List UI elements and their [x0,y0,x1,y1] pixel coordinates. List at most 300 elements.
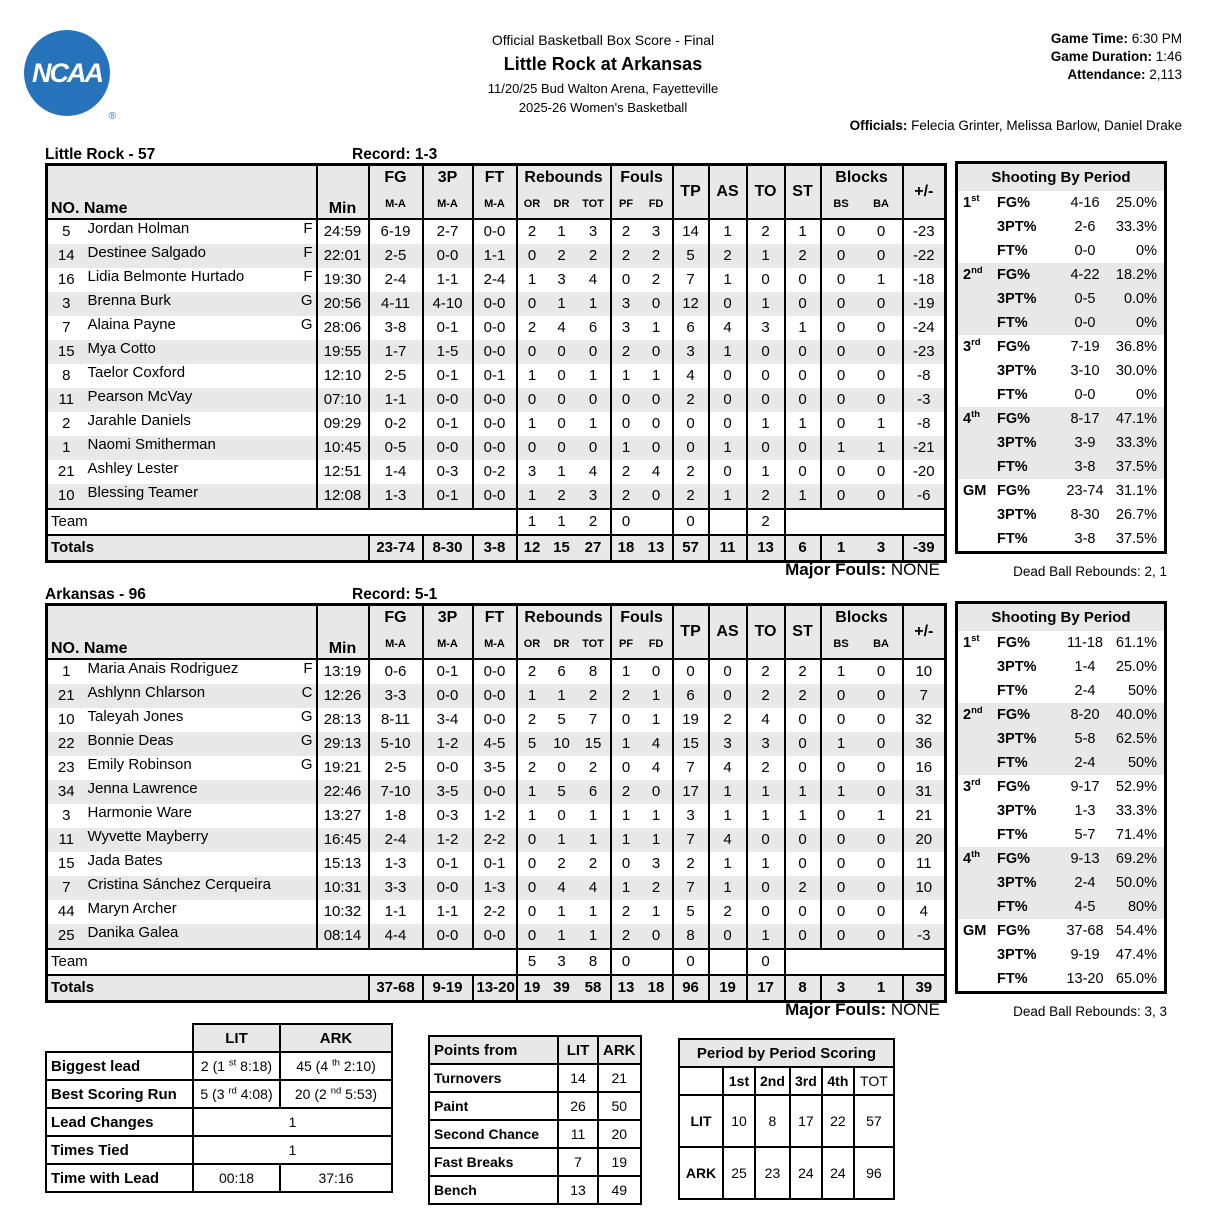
period-suffix: nd [971,265,983,277]
leads-row [46,1136,392,1164]
stat-tot: 1 [588,295,598,312]
stat-tp: 0 [673,659,709,684]
player-number: 25 [57,927,75,944]
col-ba: BA [861,631,903,659]
player-row [47,484,946,509]
totals-label: Totals [47,535,369,562]
totals-dr: 39 [547,975,577,1002]
stat-ft: 4-5 [473,732,517,756]
player-name-text: Blessing Teamer [87,483,199,501]
shooting-row [958,407,1164,431]
period-scoring-title: Period by Period Scoring [679,1039,894,1067]
stat-fd: 0 [651,343,661,360]
stat-dr: 0 [557,415,566,432]
stat-min: 12:10 [317,364,369,388]
shooting-period-group [958,847,1164,919]
stat-tot: 1 [588,903,598,920]
col-dr: DR [547,631,577,659]
stat-as: 1 [709,484,747,509]
stat-st: 1 [785,804,821,828]
stat-p3: 0-0 [423,876,473,900]
stat-bs: 0 [821,900,861,924]
stat-dr: 5 [557,711,566,728]
team-record: Record: 1-3 [352,146,438,163]
player-name-text: Harmonie Ware [87,803,192,821]
stat-ba: 0 [876,903,886,920]
col-3p: 3P [423,165,473,191]
stat-pm: 10 [903,876,946,900]
stat-ba: 0 [876,463,886,480]
shooting-percentage: 37.5% [1115,459,1157,475]
shooting-period-label: 1st [963,193,980,211]
stat-or: 1 [517,364,547,388]
shooting-row [958,239,1164,263]
player-name-text: Jenna Lawrence [87,779,198,797]
stat-ba: 0 [876,855,886,872]
stat-dr: 0 [557,439,566,456]
col-fg: FG [369,165,423,191]
shooting-period-label [963,679,997,703]
shooting-made-att: 9-17 [1070,779,1100,795]
stat-min: 09:29 [317,412,369,436]
stat-tot: 7 [588,711,598,728]
stat-fg: 1-8 [369,804,423,828]
stat-pm: 10 [903,659,946,684]
totals-ft: 3-8 [473,535,517,562]
shooting-period-label [963,895,997,919]
totals-dr: 15 [547,535,577,562]
stat-pf: 1 [611,436,641,460]
player-number: 11 [58,391,75,408]
stat-p3: 1-1 [423,268,473,292]
leads-row [46,1052,392,1080]
leads-row-label: Time with Lead [46,1164,193,1192]
stat-or: 1 [517,484,547,509]
player-number: 7 [62,319,71,336]
dead-ball-rebounds-line: Dead Ball Rebounds: 3, 3 [1013,1004,1167,1019]
stat-to: 0 [747,268,785,292]
stat-fg: 5-10 [369,732,423,756]
stat-as: 1 [709,219,747,244]
stat-st: 0 [785,292,821,316]
stat-or: 0 [517,292,547,316]
period-score: 17 [790,1095,822,1147]
stat-dr: 5 [557,783,566,800]
leads-lit-value: 2 (1 $^{st}$ 8:18) [193,1052,280,1080]
leads-row-label: Times Tied [46,1136,193,1164]
col-ft: FT [473,605,517,631]
shooting-period-label [963,823,997,847]
stat-p3: 1-2 [423,732,473,756]
player-number: 2 [62,415,71,432]
shooting-period-label [963,383,997,407]
stat-ba: 1 [876,271,886,288]
stat-tot: 4 [588,879,598,896]
team-stat-fd [641,509,673,535]
stat-pf: 1 [611,828,641,852]
shooting-row [958,943,1164,967]
stat-pf: 2 [611,460,641,484]
shooting-made-att: 11-18 [1066,635,1103,651]
team-stat-pf: 0 [611,949,641,975]
report-title: Official Basketball Box Score - Final [491,32,715,48]
player-position: C [301,683,313,701]
stat-p3: 3-5 [423,780,473,804]
col-bs: BS [821,191,861,219]
shooting-period-group [958,703,1164,775]
stat-pm: 16 [903,756,946,780]
stat-fg: 2-4 [369,268,423,292]
stat-tp: 6 [673,316,709,340]
period-suffix: th [971,849,981,861]
col-fg-ma: M-A [369,631,423,659]
shooting-made-att: 8-17 [1070,411,1100,427]
shooting-percentage: 69.2% [1115,851,1157,867]
points-from-table [428,1035,642,1205]
col-st: ST [785,605,821,659]
shooting-period-label [963,359,997,383]
stat-ba: 0 [876,391,886,408]
leads-row [46,1080,392,1108]
totals-st: 6 [785,535,821,562]
player-name-text: Jordan Holman [87,219,190,237]
stat-p3: 0-1 [423,316,473,340]
shooting-row [958,503,1164,527]
stat-ba: 0 [876,487,886,504]
col-as: AS [709,165,747,219]
stat-tp: 5 [673,244,709,268]
shooting-period-label: 4th [963,849,981,867]
player-name [85,780,316,804]
col-blocks: Blocks [821,165,903,191]
period-col-1st: 1st [723,1067,755,1095]
shooting-made-att: 3-9 [1074,435,1096,451]
stat-ft: 0-0 [473,436,517,460]
stat-bs: 0 [821,388,861,412]
stat-p3: 0-1 [423,659,473,684]
shooting-stat-label: FT% [997,387,1028,403]
stat-tot: 0 [588,439,598,456]
shooting-panel-title: Shooting By Period [958,164,1164,191]
stat-ba: 0 [876,927,886,944]
stat-to: 1 [747,412,785,436]
col-ba: BA [861,191,903,219]
stat-bs: 0 [821,244,861,268]
stat-min: 13:19 [317,659,369,684]
stat-pm: -8 [903,412,946,436]
totals-as: 19 [709,975,747,1002]
team-row-empty [785,949,946,975]
shooting-made-att: 8-30 [1070,507,1100,523]
leads-lit-value: 00:18 [193,1164,280,1192]
col-tot: TOT [577,191,611,219]
shooting-period-label: 4th [963,409,981,427]
shooting-row [958,919,1164,943]
stat-p3: 1-2 [423,828,473,852]
totals-fd: 18 [641,975,673,1002]
player-name-text: Bonnie Deas [87,731,174,749]
team-row-empty [785,509,946,535]
stat-pm: 20 [903,828,946,852]
stat-ft: 0-1 [473,852,517,876]
shooting-stat-label: FG% [997,851,1031,867]
points-from-ark: 21 [598,1064,641,1092]
stat-bs: 0 [821,484,861,509]
shooting-made-att: 9-13 [1070,851,1100,867]
stat-ba: 0 [876,319,886,336]
leads-ark-value: 20 (2 $^{nd}$ 5:53) [280,1080,392,1108]
totals-tp: 96 [673,975,709,1002]
stat-tot: 4 [588,463,598,480]
stat-to: 1 [747,292,785,316]
stat-as: 0 [709,364,747,388]
shooting-stat-label: FG% [997,707,1031,723]
stat-fg: 1-4 [369,460,423,484]
stat-pf: 1 [611,804,641,828]
player-name [85,340,316,364]
leads-col-ark: ARK [280,1024,392,1052]
stat-ft: 1-1 [473,244,517,268]
col-3p-ma: M-A [423,191,473,219]
stat-st: 0 [785,732,821,756]
shooting-percentage: 0% [1136,315,1157,331]
leads-table [45,1023,393,1193]
stat-pf: 1 [611,876,641,900]
stat-pf: 2 [611,340,641,364]
stat-or: 2 [517,316,547,340]
player-number: 7 [62,879,71,896]
shooting-period-label [963,311,997,335]
shooting-made-att: 9-19 [1070,947,1100,963]
team-record: Record: 5-1 [352,586,438,603]
shooting-stat-label: FT% [997,683,1028,699]
period-col-3rd: 3rd [790,1067,822,1095]
player-number: 15 [57,855,75,872]
stat-tp: 2 [673,460,709,484]
totals-pm: 39 [903,975,946,1002]
stat-min: 20:56 [317,292,369,316]
player-row [47,732,946,756]
shooting-stat-label: FG% [997,411,1031,427]
stat-pf: 2 [611,780,641,804]
shooting-period-group [958,407,1164,479]
col-to: TO [747,165,785,219]
col-fg: FG [369,605,423,631]
stat-bs: 0 [821,924,861,949]
stat-tp: 17 [673,780,709,804]
stat-min: 13:27 [317,804,369,828]
stat-fd: 0 [651,415,661,432]
shooting-stat-label: 3PT% [997,435,1037,451]
stat-fd: 1 [651,367,661,384]
col-tot: TOT [577,631,611,659]
shooting-percentage: 0% [1136,387,1157,403]
player-number: 3 [62,807,71,824]
stat-pm: 11 [903,852,946,876]
totals-or: 12 [517,535,547,562]
col-fg-ma: M-A [369,191,423,219]
stat-as: 1 [709,876,747,900]
period-suffix: st [971,633,980,645]
points-from-col-ark: ARK [598,1036,641,1064]
stat-p3: 0-0 [423,388,473,412]
points-from-ark: 20 [598,1120,641,1148]
stat-fg: 6-19 [369,219,423,244]
player-name-text: Emily Robinson [87,755,192,773]
shooting-stat-label: 3PT% [997,363,1037,379]
shooting-percentage: 47.4% [1115,947,1157,963]
shooting-period-group [958,191,1164,263]
stat-tot: 1 [588,927,598,944]
stat-p3: 0-3 [423,804,473,828]
stat-or: 2 [517,659,547,684]
stat-min: 10:45 [317,436,369,460]
player-name-text: Ashley Lester [87,459,179,477]
shooting-row [958,287,1164,311]
player-name [85,804,316,828]
stat-fg: 0-2 [369,412,423,436]
shooting-made-att: 2-4 [1074,683,1096,699]
stat-pm: -24 [903,316,946,340]
shooting-percentage: 62.5% [1115,731,1157,747]
stat-fg: 0-6 [369,659,423,684]
shooting-stat-label: FG% [997,339,1031,355]
team-stat-tp: 0 [673,509,709,535]
col-to: TO [747,605,785,659]
stat-tot: 1 [588,807,598,824]
col-pf: PF [611,631,641,659]
stat-st: 0 [785,340,821,364]
shooting-row [958,703,1164,727]
team-row-label: Team [47,949,517,975]
points-from-lit: 13 [558,1176,598,1204]
stat-bs: 0 [821,828,861,852]
col-fd: FD [641,191,673,219]
totals-bs: 3 [821,975,861,1002]
player-name-text: Brenna Burk [87,291,171,309]
totals-ba: 3 [861,535,903,562]
stat-fg: 4-11 [369,292,423,316]
shooting-made-att: 4-5 [1074,899,1096,915]
shooting-made-att: 3-10 [1070,363,1100,379]
col-no-name: NO. Name [47,605,317,659]
leads-merged-value: 1 [193,1136,392,1164]
team-total-row [47,949,946,975]
box-score-table [45,163,947,563]
stat-fg: 2-5 [369,756,423,780]
player-position: G [300,315,313,333]
major-fouls-line: Major Fouls: NONE [785,1000,940,1019]
stat-bs: 0 [821,460,861,484]
stat-p3: 1-1 [423,900,473,924]
shooting-stat-label: FG% [997,635,1031,651]
stat-pf: 0 [611,708,641,732]
leads-ark-value: 45 (4 $^{th}$ 2:10) [280,1052,392,1080]
little-rock-section [45,146,1170,586]
stat-dr: 6 [557,663,566,680]
team-total-row [47,509,946,535]
stat-fg: 4-4 [369,924,423,949]
stat-st: 1 [785,412,821,436]
stat-ba: 0 [876,223,886,240]
shooting-stat-label: 3PT% [997,507,1037,523]
stat-ft: 0-0 [473,219,517,244]
stat-st: 1 [785,219,821,244]
stat-pm: -6 [903,484,946,509]
points-from-label: Second Chance [429,1120,558,1148]
totals-tp: 57 [673,535,709,562]
stat-min: 22:01 [317,244,369,268]
col-or: OR [517,631,547,659]
player-row [47,388,946,412]
stat-ba: 1 [876,807,886,824]
player-name [85,732,316,756]
points-from-lit: 11 [558,1120,598,1148]
points-from-row [429,1176,641,1204]
stat-pf: 1 [611,732,641,756]
player-number: 21 [57,687,75,704]
points-from-label: Paint [429,1092,558,1120]
stat-as: 2 [709,244,747,268]
stat-pm: 4 [903,900,946,924]
shooting-percentage: 61.1% [1115,635,1157,651]
shooting-period-label [963,527,997,551]
player-number: 34 [57,783,75,800]
stat-as: 1 [709,804,747,828]
stat-or: 1 [517,684,547,708]
shooting-stat-label: FT% [997,755,1028,771]
player-name [85,292,316,316]
stat-min: 10:31 [317,876,369,900]
dead-ball-rebounds-line: Dead Ball Rebounds: 2, 1 [1013,564,1167,579]
shooting-made-att: 4-22 [1070,267,1100,283]
stat-or: 0 [517,852,547,876]
points-from-ark: 50 [598,1092,641,1120]
shooting-made-att: 1-3 [1074,803,1096,819]
shooting-stat-label: 3PT% [997,803,1037,819]
shooting-stat-label: FT% [997,531,1028,547]
stat-ft: 0-0 [473,484,517,509]
stat-ba: 0 [876,831,886,848]
totals-row [47,535,946,562]
stat-min: 07:10 [317,388,369,412]
shooting-period-label: 1st [963,633,980,651]
shooting-stat-label: 3PT% [997,947,1037,963]
col-ft-ma: M-A [473,631,517,659]
player-name [85,852,316,876]
stat-ba: 0 [876,783,886,800]
game-info [1051,30,1182,84]
stat-fd: 1 [651,711,661,728]
box-score-table [45,603,947,1003]
stat-fg: 3-3 [369,684,423,708]
player-row [47,708,946,732]
player-number: 15 [57,343,75,360]
stat-dr: 1 [557,687,566,704]
player-name [85,924,316,948]
shooting-period-label: GM [963,923,987,939]
stat-pm: -23 [903,219,946,244]
stat-as: 1 [709,436,747,460]
player-name-text: Jarahle Daniels [87,411,191,429]
col-tp: TP [673,605,709,659]
shooting-period-label [963,751,997,775]
shooting-percentage: 36.8% [1115,339,1157,355]
points-from-label: Turnovers [429,1064,558,1092]
player-number: 16 [57,271,75,288]
stat-fg: 2-5 [369,244,423,268]
shooting-stat-label: 3PT% [997,875,1037,891]
